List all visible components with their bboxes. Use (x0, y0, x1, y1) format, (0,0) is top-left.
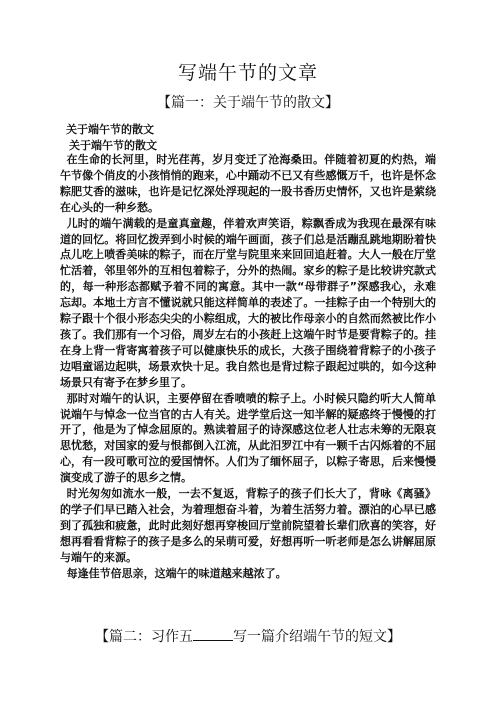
essay-subtitle-2: 关于端午节的散文 (69, 139, 157, 152)
document-title: 写端午节的文章 (177, 62, 318, 84)
essay-subtitle-1: 关于端午节的散文 (66, 123, 154, 136)
section-heading-2 (0, 626, 496, 646)
paragraph-1: 在生命的长河里，时光荏苒，岁月变迁了沧海桑田。伴随着初夏的灼热，端午节像个俏皮的小孩悄悄的跑来，心中踊动不已又有些感慨万千，也许是怀念粽肥艾香的滋味，也许是记忆深处浮现起的一股书香历史情怀，又也许是萦绕在心头的一种乡愁。 (60, 153, 436, 214)
paragraph-5: 每逢佳节倍思亲，这端午的味道越来越浓了。 (66, 566, 287, 580)
section-heading-2-start: 【篇二：习作五 (95, 629, 193, 645)
paragraph-2: 儿时的端午满载的是童真童趣，伴着欢声笑语，粽飘香成为我现在最深有味道的回忆。将回忆拨弄到小时候的端午画面，孩子们总是活蹦乱跳地期盼着快点儿吃上喷香美味的粽子，而在厅堂与院里来来回回追赶着。大人一般在厅堂忙活着，邻里邻外的互相包着粽子，分外的热闹。家乡的粽子是比较讲究款式的，每一种形态都赋予着不同的寓意。其中一款“母带群子”深感我心，永难忘却。本地土方言不懂说就只能这样简单的表述了。一挂粽子由一个特别大的粽子跟十个很小形态尖尖的小粽组成，大的被比作母亲小的自然而然被比作小孩了。我们那有一个习俗，周岁左右的小孩赶上这端午时节是要背粽子的。挂在身上背一背寄寓着孩子可以健康快乐的成长，大孩子围绕着背粽子的小孩子边唱童谣边起哄，场景欢快十足。我自然也是背过粽子跟起过哄的，如今这种场景只有寄予在梦乡里了。 (60, 216, 436, 389)
section-heading-1: 【篇一：关于端午节的散文】 (157, 95, 339, 111)
section-heading-2-end: 写一篇介绍端午节的短文】 (233, 629, 401, 645)
fill-in-blank (193, 628, 233, 641)
paragraph-4: 时光匆匆如流水一般，一去不复返，背粽子的孩子们长大了，背咏《离骚》的学子们早已踏入社会，为着理想奋斗着，为着生活努力着。漂泊的心早已感到了孤独和疲惫，此时此刻好想再穿梭回厅堂前院望着长辈们欣喜的笑容，好想再看看背粽子的孩子是多么的呆萌可爱，好想再听一听老师是怎么讲解屈原与端午的来源。 (60, 487, 436, 564)
paragraph-3: 那时对端午的认识，主要停留在香喷喷的粽子上。小时候只隐约听大人简单说端午与悼念一位当官的古人有关。进学堂后这一知半解的疑惑终于慢慢的打开了，他是为了悼念屈原的。熟读着屈子的诗深感这位老人壮志未筹的无限哀思忧愁，对国家的爱与恨都倒入江流，从此汨罗江中有一颗千古闪烁着的不屈心，有一段可歌可泣的爱国情怀。人们为了缅怀屈子，以粽子寄思，后来慢慢演变成了游子的思乡之情。 (60, 391, 436, 485)
essay-body (60, 152, 436, 581)
